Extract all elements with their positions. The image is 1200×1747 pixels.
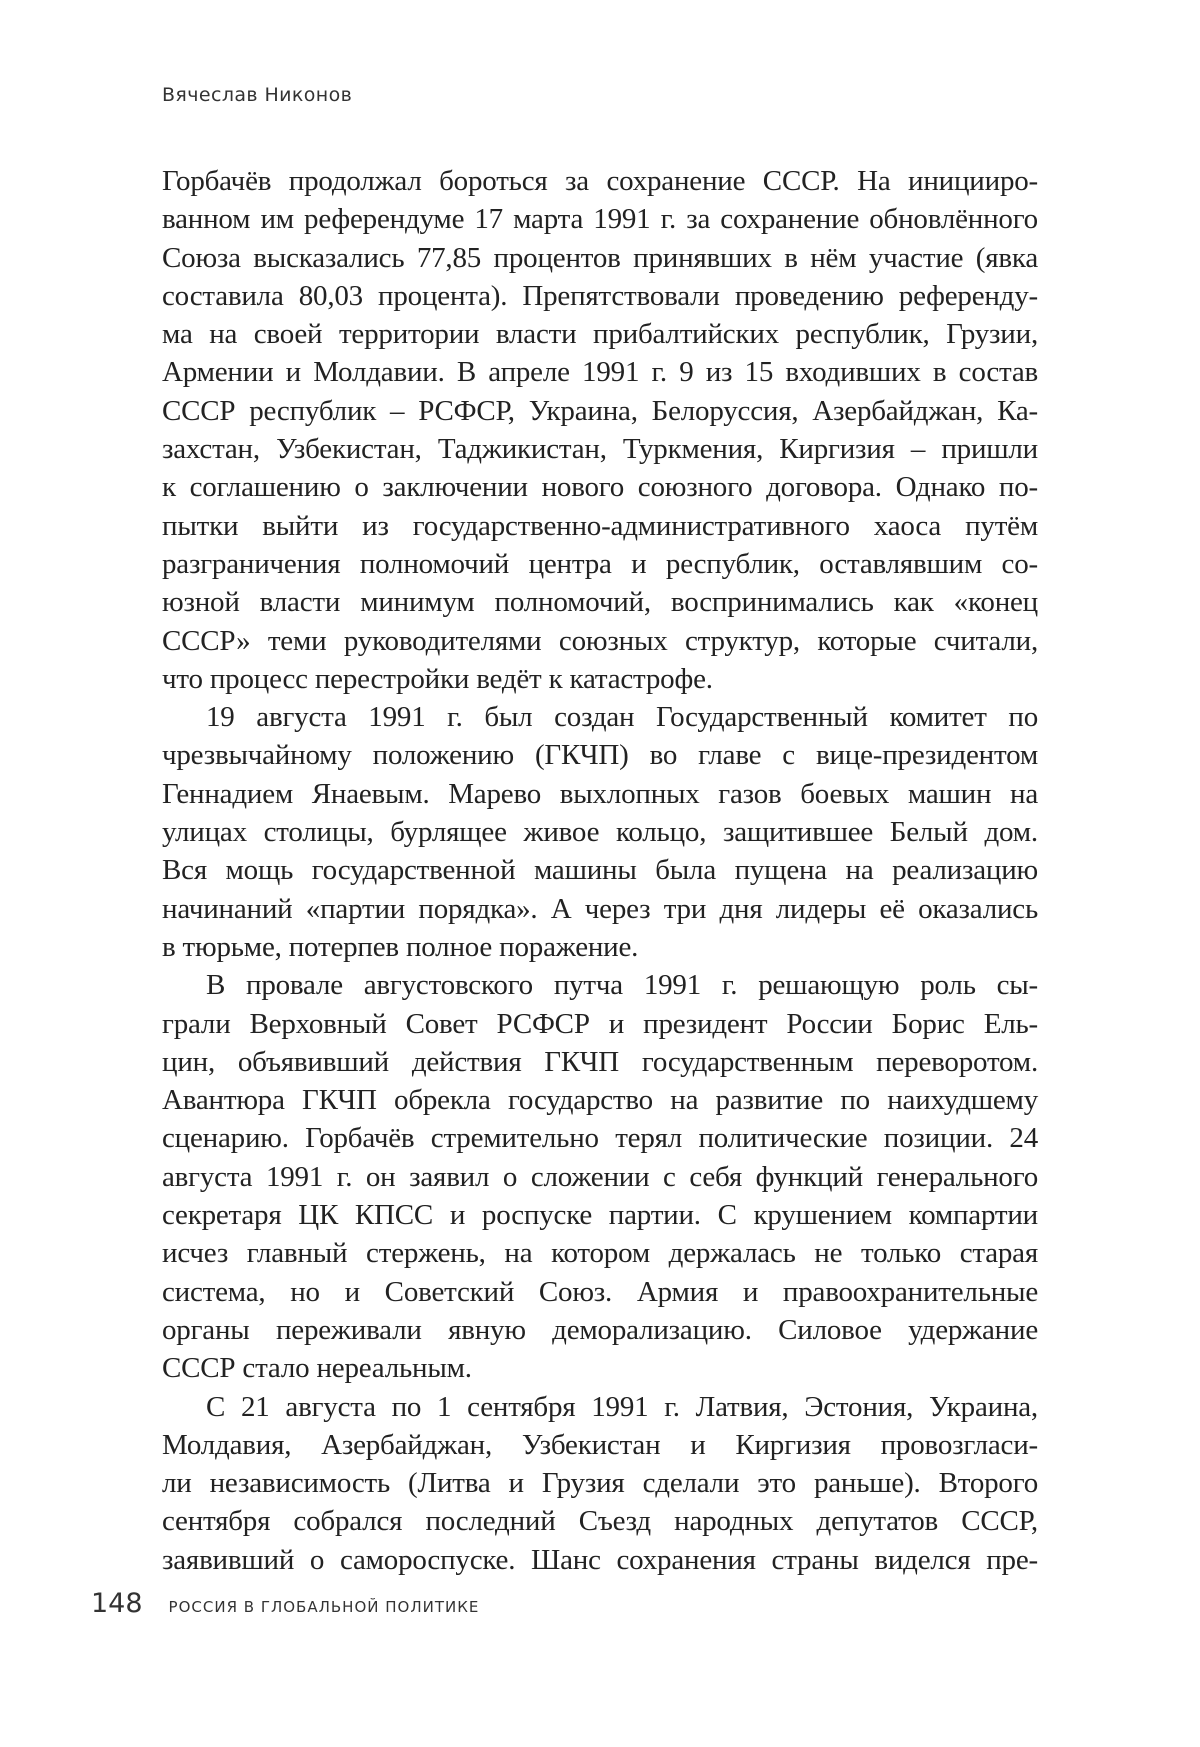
text-line: Геннадием Янаевым. Марево выхлопных газов боевых машин на xyxy=(162,775,1038,813)
text-line: разграничения полномочий центра и республик, оставлявшим со- xyxy=(162,545,1038,583)
text-line: захстан, Узбекистан, Таджикистан, Туркмения, Киргизия – пришли xyxy=(162,430,1038,468)
text-line: что процесс перестройки ведёт к катастрофе. xyxy=(162,660,1038,698)
text-line: 19 августа 1991 г. был создан Государственный комитет по xyxy=(162,698,1038,736)
text-line: Армении и Молдавии. В апреле 1991 г. 9 из 15 входивших в состав xyxy=(162,353,1038,391)
text-line: чрезвычайному положению (ГКЧП) во главе с вице-президентом xyxy=(162,736,1038,774)
text-line: В провале августовского путча 1991 г. решающую роль сы- xyxy=(162,966,1038,1004)
text-line: СССР республик – РСФСР, Украина, Белоруссия, Азербайджан, Ка- xyxy=(162,392,1038,430)
text-line: ванном им референдуме 17 марта 1991 г. за сохранение обновлённого xyxy=(162,200,1038,238)
text-line: СССР стало нереальным. xyxy=(162,1349,1038,1387)
text-line: составила 80,03 процента). Препятствовали проведению референду- xyxy=(162,277,1038,315)
paragraph xyxy=(162,966,1038,1387)
text-line: улицах столицы, бурлящее живое кольцо, защитившее Белый дом. xyxy=(162,813,1038,851)
text-line: заявивший о самороспуске. Шанс сохранения страны виделся пре- xyxy=(162,1541,1038,1579)
journal-title: РОССИЯ В ГЛОБАЛЬНОЙ ПОЛИТИКЕ xyxy=(169,1598,480,1616)
paragraph xyxy=(162,698,1038,966)
text-line: С 21 августа по 1 сентября 1991 г. Латвия, Эстония, Украина, xyxy=(162,1388,1038,1426)
text-line: ли независимость (Литва и Грузия сделали это раньше). Второго xyxy=(162,1464,1038,1502)
text-line: пытки выйти из государственно-административного хаоса путём xyxy=(162,507,1038,545)
text-line: цин, объявивший действия ГКЧП государственным переворотом. xyxy=(162,1043,1038,1081)
text-line: Молдавия, Азербайджан, Узбекистан и Киргизия провозгласи- xyxy=(162,1426,1038,1464)
text-line: юзной власти минимум полномочий, воспринимались как «конец xyxy=(162,583,1038,621)
body-text xyxy=(162,162,1038,1579)
paragraph xyxy=(162,162,1038,698)
text-line: Авантюра ГКЧП обрекла государство на развитие по наихудшему xyxy=(162,1081,1038,1119)
paragraph xyxy=(162,1388,1038,1579)
text-line: ма на своей территории власти прибалтийских республик, Грузии, xyxy=(162,315,1038,353)
text-line: исчез главный стержень, на котором держалась не только старая xyxy=(162,1234,1038,1272)
running-head-author: Вячеслав Никонов xyxy=(162,84,352,106)
text-line: августа 1991 г. он заявил о сложении с себя функций генерального xyxy=(162,1158,1038,1196)
text-line: СССР» теми руководителями союзных структур, которые считали, xyxy=(162,622,1038,660)
text-line: к соглашению о заключении нового союзного договора. Однако по- xyxy=(162,468,1038,506)
page-number: 148 xyxy=(91,1588,143,1619)
text-line: в тюрьме, потерпев полное поражение. xyxy=(162,928,1038,966)
text-line: грали Верховный Совет РСФСР и президент России Борис Ель- xyxy=(162,1005,1038,1043)
text-line: сценарию. Горбачёв стремительно терял политические позиции. 24 xyxy=(162,1119,1038,1157)
text-line: Вся мощь государственной машины была пущена на реализацию xyxy=(162,851,1038,889)
text-line: начинаний «партии порядка». А через три дня лидеры её оказались xyxy=(162,890,1038,928)
text-line: система, но и Советский Союз. Армия и правоохранительные xyxy=(162,1273,1038,1311)
page-footer xyxy=(91,1588,479,1628)
text-line: секретаря ЦК КПСС и роспуске партии. С крушением компартии xyxy=(162,1196,1038,1234)
text-line: органы переживали явную деморализацию. Силовое удержание xyxy=(162,1311,1038,1349)
text-line: сентября собрался последний Съезд народных депутатов СССР, xyxy=(162,1502,1038,1540)
text-line: Союза высказались 77,85 процентов принявших в нём участие (явка xyxy=(162,239,1038,277)
text-line: Горбачёв продолжал бороться за сохранение СССР. На иницииро- xyxy=(162,162,1038,200)
